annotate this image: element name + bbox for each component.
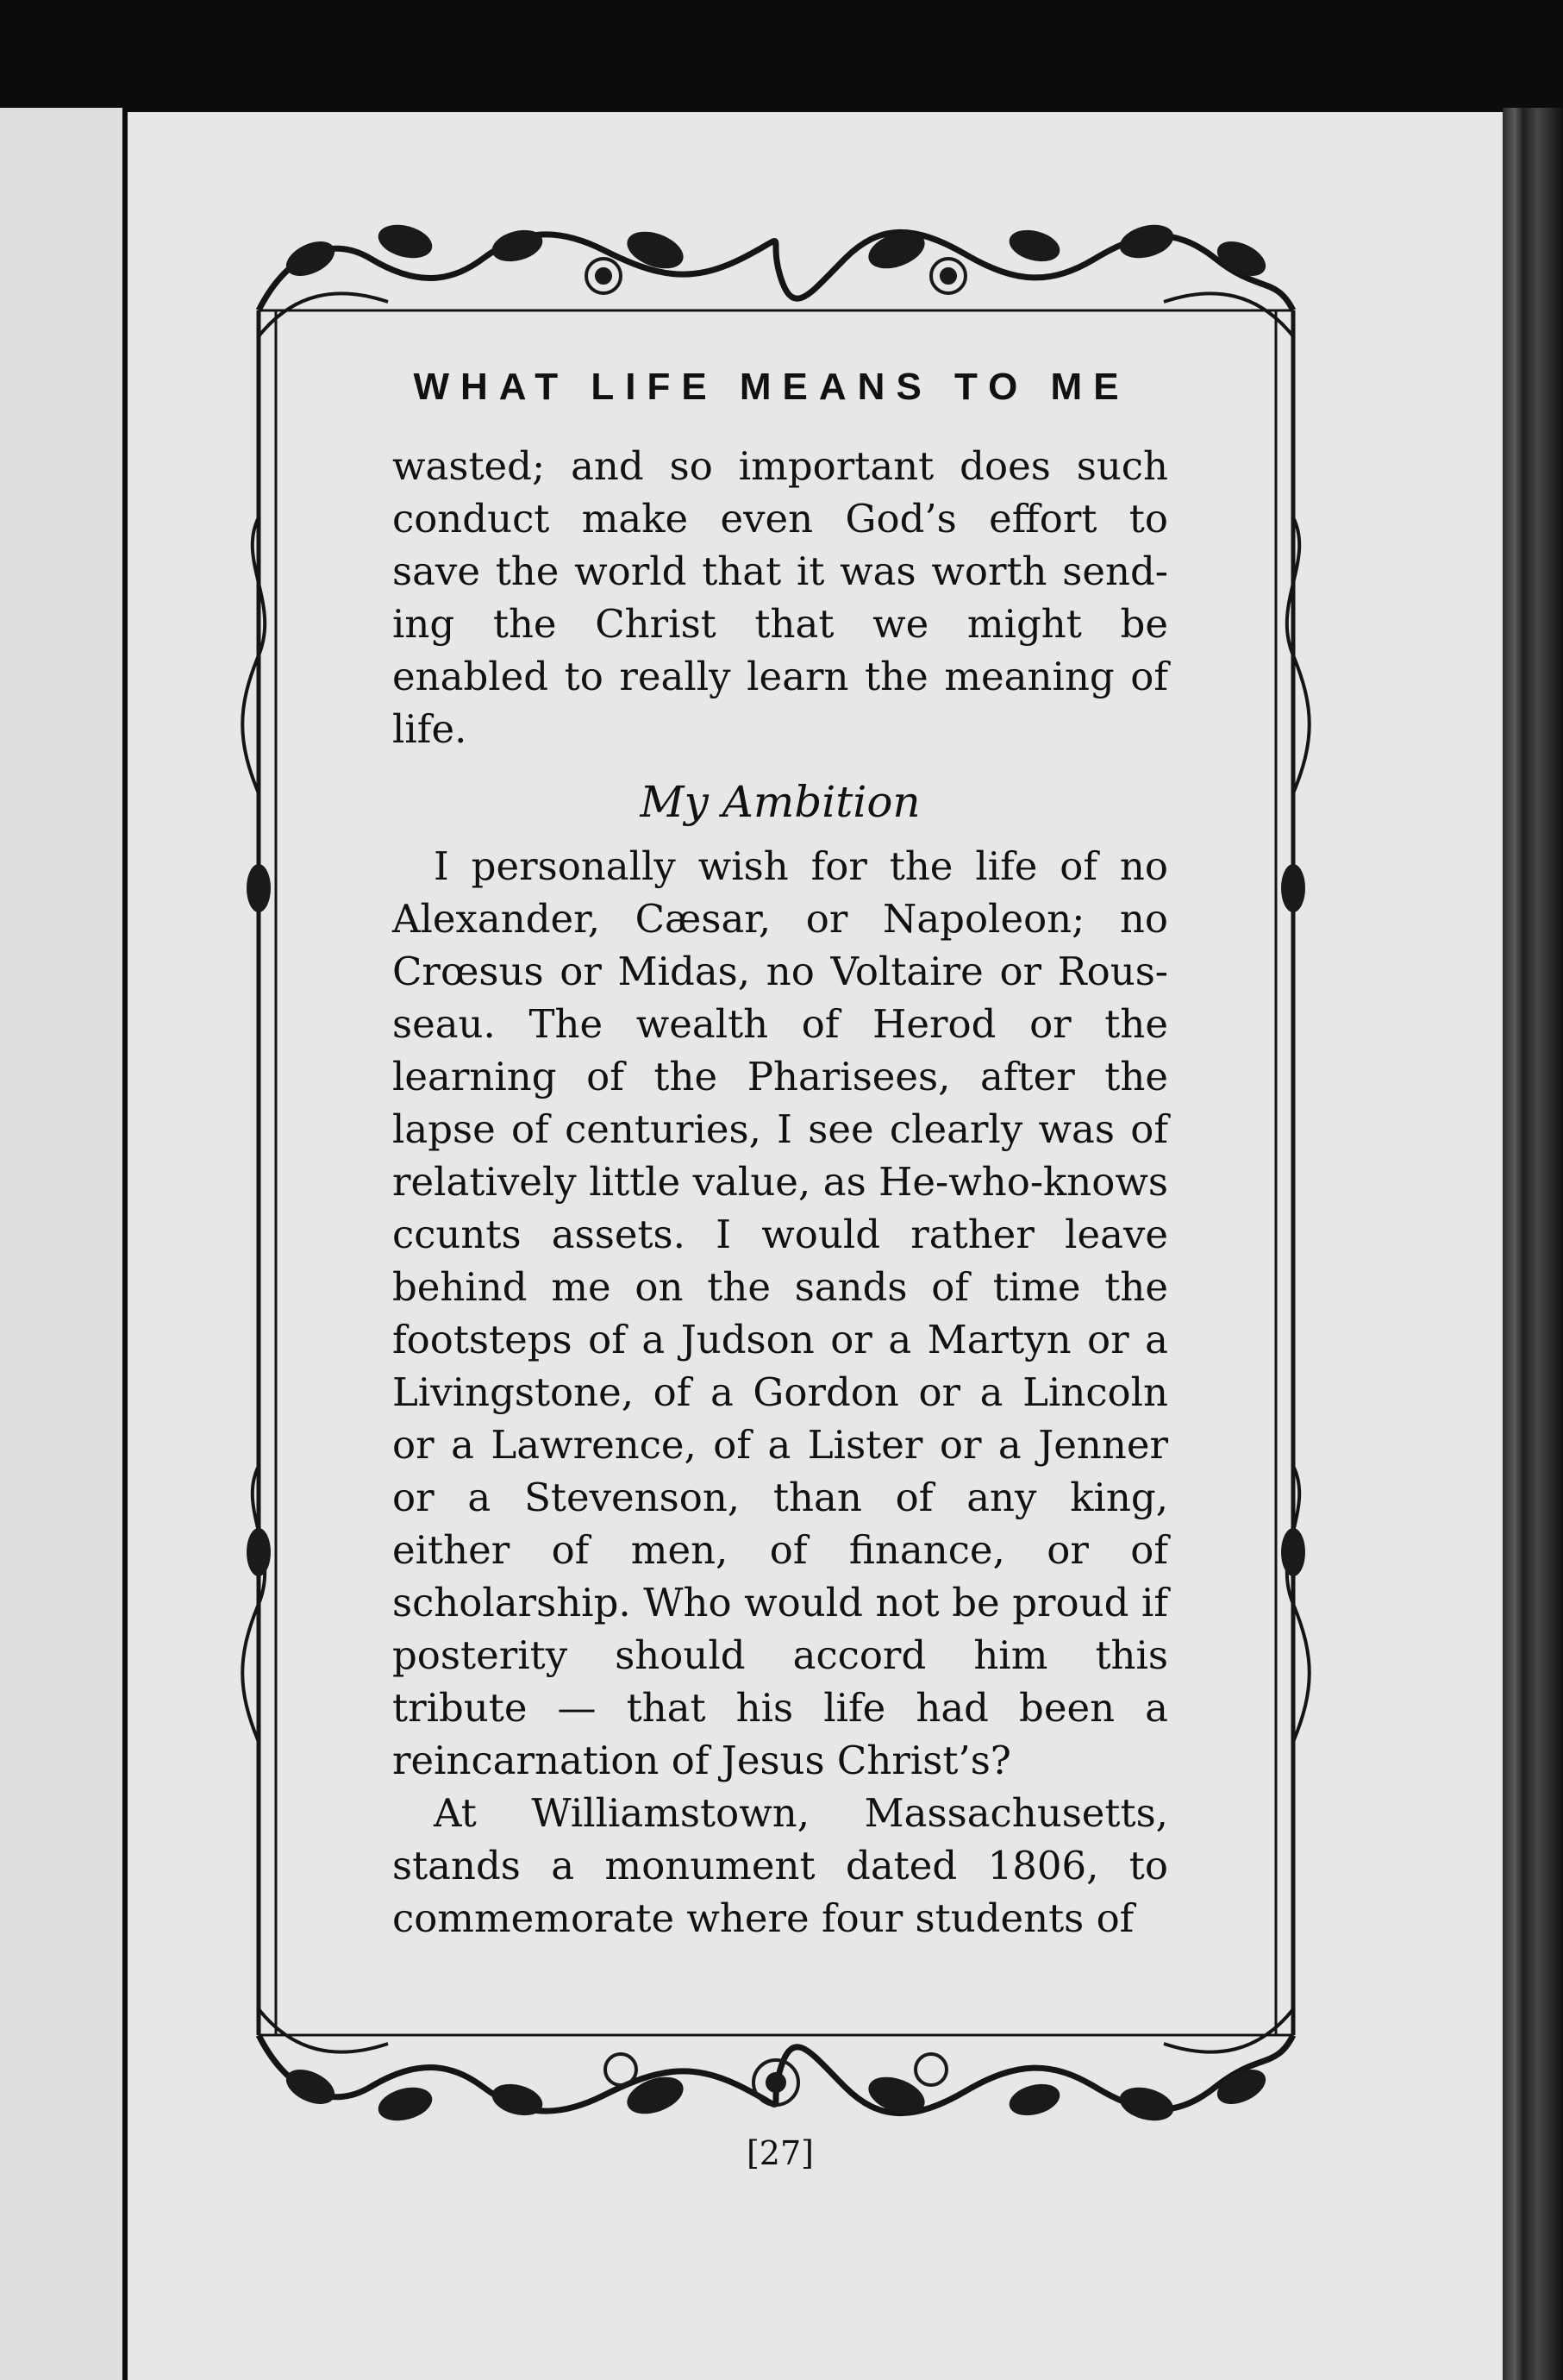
section-heading: My Ambition xyxy=(640,777,921,827)
paragraph: I personally wish for the life of no Alexander, Cæsar, or Napoleon; no Crœsus or Midas, no Voltaire or Rous-seau. The wealth of Herod or the learning of the Pharisees, after the lapse of centuries, I see clearly was of relatively little value, as He-who-knows ccunts assets. I would rather leave behind me on the sands of time the footsteps of a Judson or a Martyn or a Livingstone, of a Gordon or a Lincoln or a Lawrence, of a Lister or a Jenner or a Stevenson, than of any king, either of men, of finance, or of scholarship. Who would not be proud if posterity should accord him this tribute — that his life had been a reincarnation of Jesus Christ’s? xyxy=(392,843,1168,1783)
page-number: [27] xyxy=(746,2134,814,2172)
paragraph: At Williamstown, Massachusetts, stands a monument dated 1806, to commemorate where four students of xyxy=(392,1790,1168,1941)
body-text xyxy=(392,440,1168,1945)
paragraph: wasted; and so important does such conduct make even God’s effort to save the world that it was worth send-ing the Christ that we might be enabled to really learn the meaning of life. xyxy=(392,443,1168,752)
running-head: WHAT LIFE MEANS TO ME xyxy=(413,366,1130,408)
